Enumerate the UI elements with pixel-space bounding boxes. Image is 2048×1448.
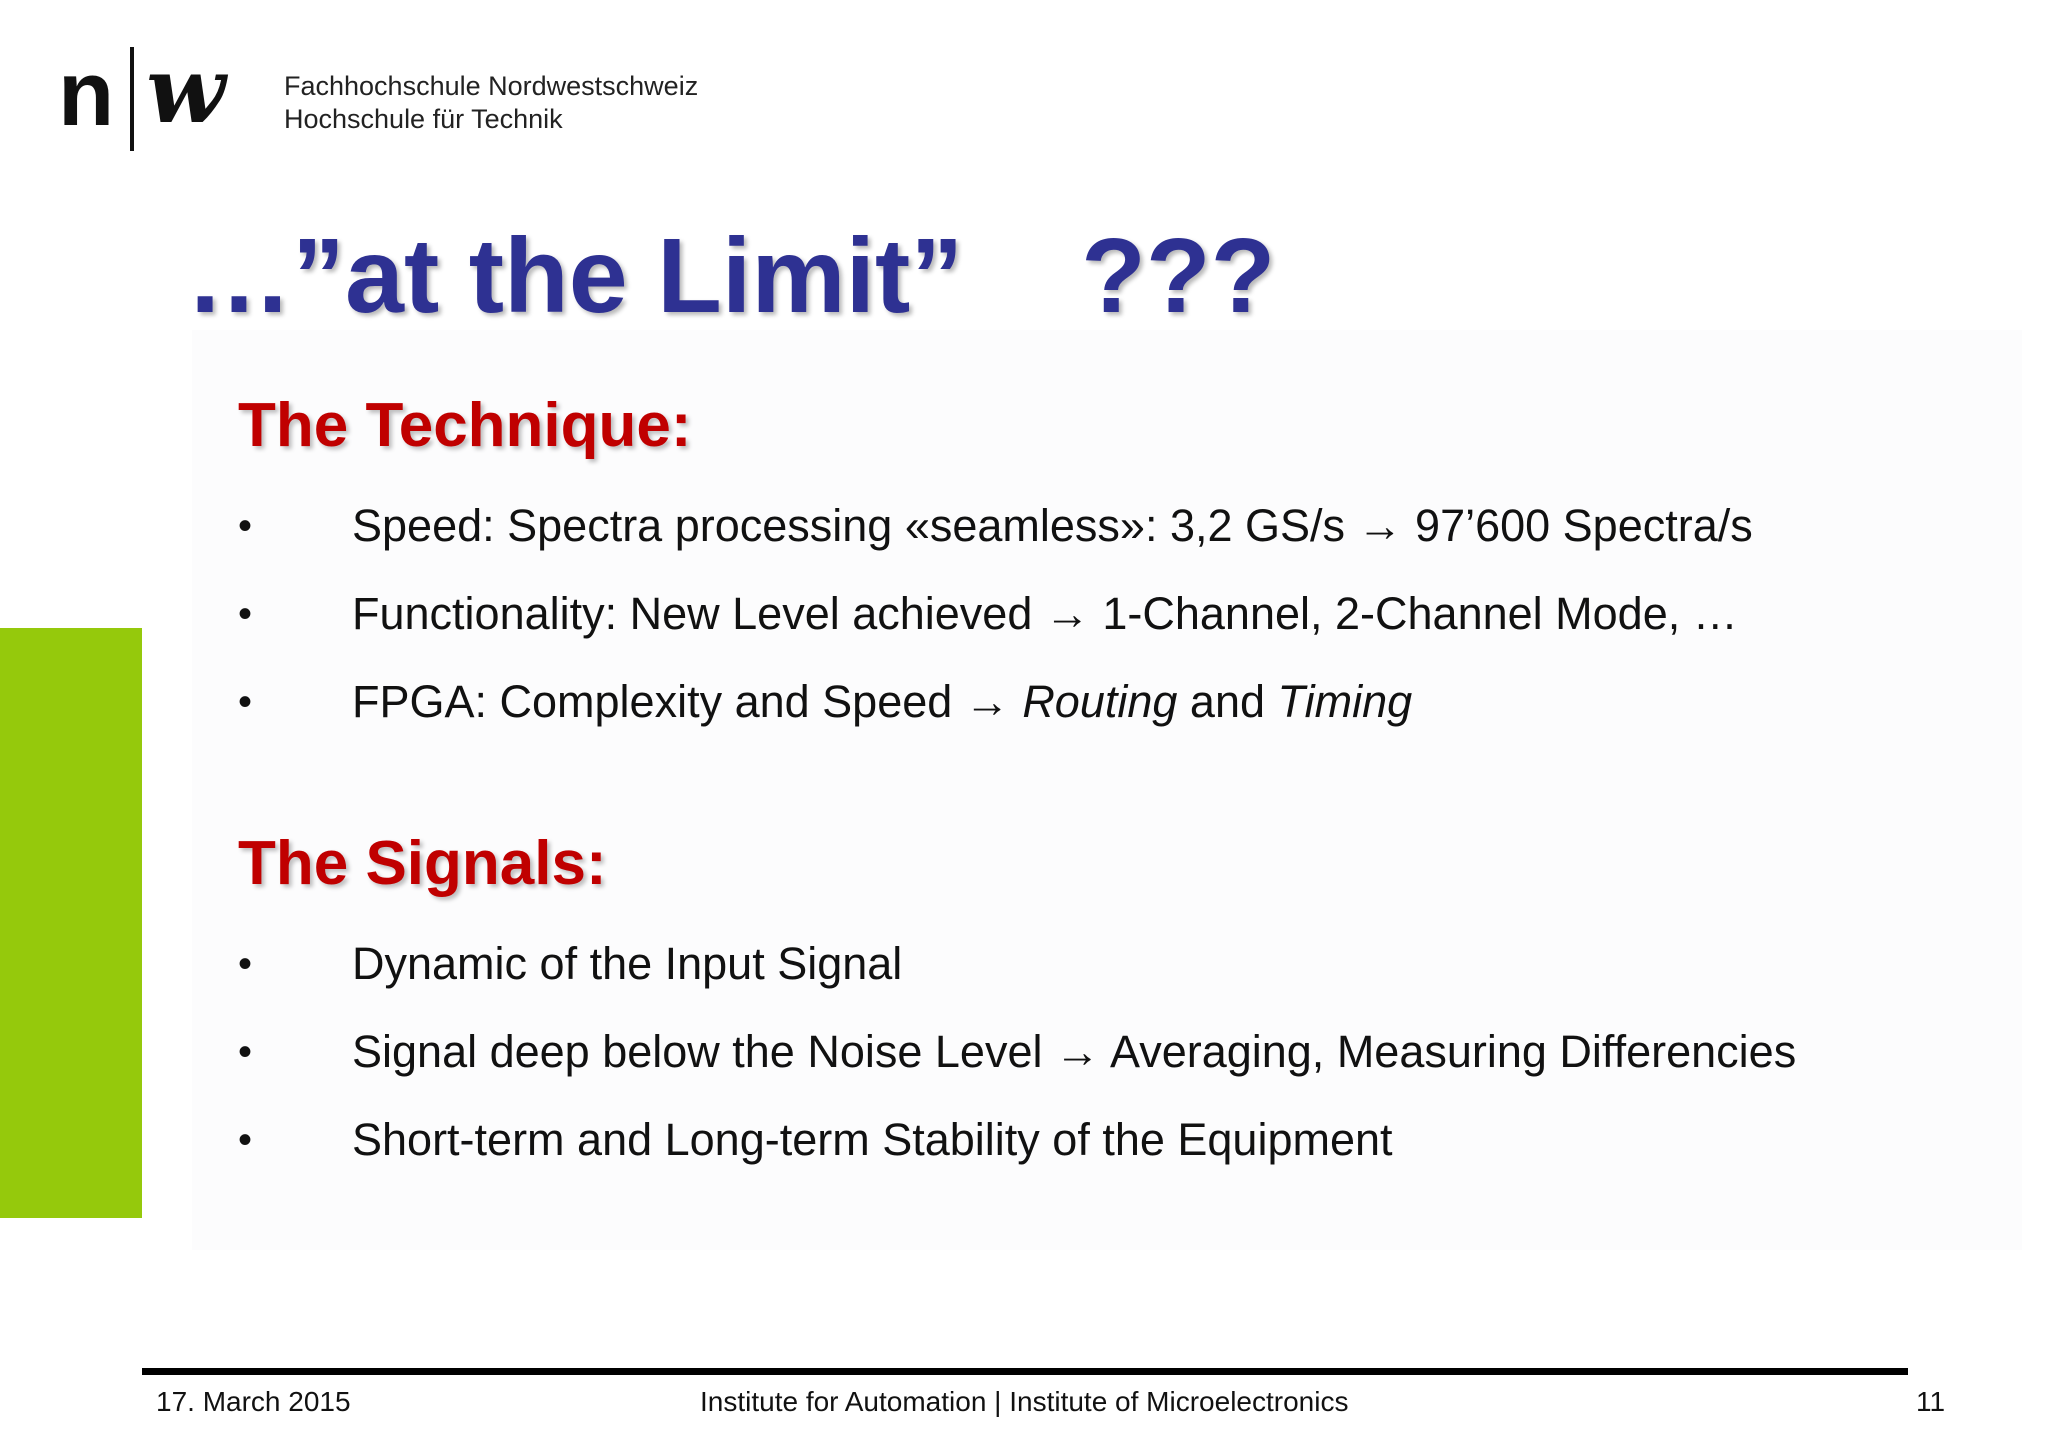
bullet-marker: • [238, 941, 253, 986]
bullet-text: Speed: Spectra processing «seamless»: 3,2 GS/s → 97’600 Spectra/s [352, 500, 1753, 551]
fhnw-logo [58, 36, 226, 154]
bullet-item [234, 584, 1738, 644]
bullet-marker: • [238, 591, 253, 636]
bullet-item [234, 496, 1753, 556]
bullet-text: Signal deep below the Noise Level → Averaging, Measuring Differencies [352, 1026, 1797, 1077]
bullet-text-emphasis: Routing [1022, 676, 1178, 727]
footer-institutes: Institute for Automation | Institute of Microelectronics [700, 1386, 1349, 1417]
bullet-marker: • [238, 1029, 253, 1074]
institution-line-1: Fachhochschule Nordwestschweiz [284, 71, 699, 101]
logo-letter-w: w [146, 36, 226, 144]
logo-letter-n: n [58, 43, 115, 145]
bullet-text: and [1177, 676, 1278, 727]
institution-name [284, 70, 698, 136]
slide-title: …”at the Limit” ??? [186, 217, 1276, 335]
bullet-marker: • [238, 679, 253, 724]
bullet-text: Short-term and Long-term Stability of the Equipment [352, 1114, 1393, 1165]
bullet-marker: • [238, 503, 253, 548]
accent-bar [0, 628, 142, 1218]
section-heading-signals: The Signals: [238, 829, 607, 898]
footer-date: 17. March 2015 [156, 1386, 351, 1417]
section-heading-technique: The Technique: [238, 391, 692, 460]
institution-line-2: Hochschule für Technik [284, 104, 563, 134]
bullet-item [234, 672, 1412, 732]
bullet-text: FPGA: Complexity and Speed → [352, 676, 1023, 727]
bullet-item [234, 934, 902, 994]
bullet-text: Functionality: New Level achieved → 1-Channel, 2-Channel Mode, … [352, 588, 1738, 639]
page-number: 11 [1916, 1386, 1946, 1417]
bullet-text-emphasis: Timing [1277, 676, 1413, 727]
bullet-marker: • [238, 1117, 253, 1162]
logo-divider [130, 47, 134, 151]
bullet-text: Dynamic of the Input Signal [352, 938, 903, 989]
footer-divider [142, 1368, 1908, 1375]
bullet-item [234, 1110, 1393, 1170]
bullet-item [234, 1022, 1796, 1082]
